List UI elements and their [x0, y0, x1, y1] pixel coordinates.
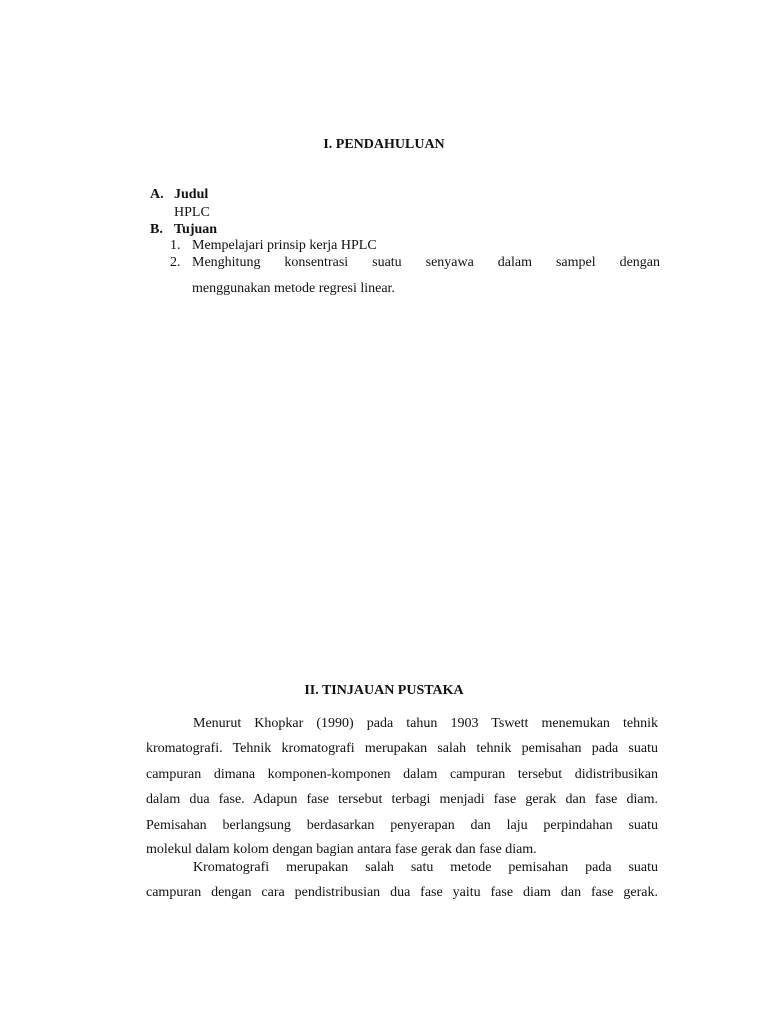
subheading-letter-a: A. — [150, 187, 164, 202]
subheading-judul — [150, 187, 208, 203]
subheading-judul-label: Judul — [174, 187, 209, 202]
objective-number: 1. — [170, 238, 181, 253]
judul-value: HPLC — [174, 205, 210, 220]
objective-text: Menghitung konsentrasi suatu senyawa dalam sampel dengan — [192, 255, 660, 270]
paragraph-line: molekul dalam kolom dengan bagian antara fase gerak dan fase diam. — [146, 842, 537, 857]
paragraph-line: Kromatografi merupakan salah satu metode pemisahan pada suatu — [193, 860, 658, 875]
paragraph-line: campuran dimana komponen-komponen dalam campuran tersebut didistribusikan — [146, 767, 658, 782]
paragraph-line: Menurut Khopkar (1990) pada tahun 1903 Tswett menemukan tehnik — [193, 716, 658, 731]
paragraph-line: campuran dengan cara pendistribusian dua fase yaitu fase diam dan fase gerak. — [146, 885, 658, 900]
objective-text: Mempelajari prinsip kerja HPLC — [192, 238, 377, 253]
objective-item-1 — [170, 238, 660, 256]
objective-item-2 — [170, 255, 660, 273]
paragraph-line: Pemisahan berlangsung berdasarkan penyerapan dan laju perpindahan suatu — [146, 818, 658, 833]
subheading-letter-b: B. — [150, 222, 163, 237]
section-2-heading: II. TINJAUAN PUSTAKA — [304, 683, 464, 698]
section-1-heading: I. PENDAHULUAN — [323, 137, 445, 152]
objective-text-continuation: menggunakan metode regresi linear. — [192, 281, 395, 296]
objective-number: 2. — [170, 255, 181, 270]
paragraph-line: kromatografi. Tehnik kromatografi merupakan salah tehnik pemisahan pada suatu — [146, 741, 658, 756]
subheading-tujuan-label: Tujuan — [174, 222, 218, 237]
subheading-tujuan — [150, 222, 217, 238]
paragraph-line: dalam dua fase. Adapun fase tersebut terbagi menjadi fase gerak dan fase diam. — [146, 792, 658, 807]
